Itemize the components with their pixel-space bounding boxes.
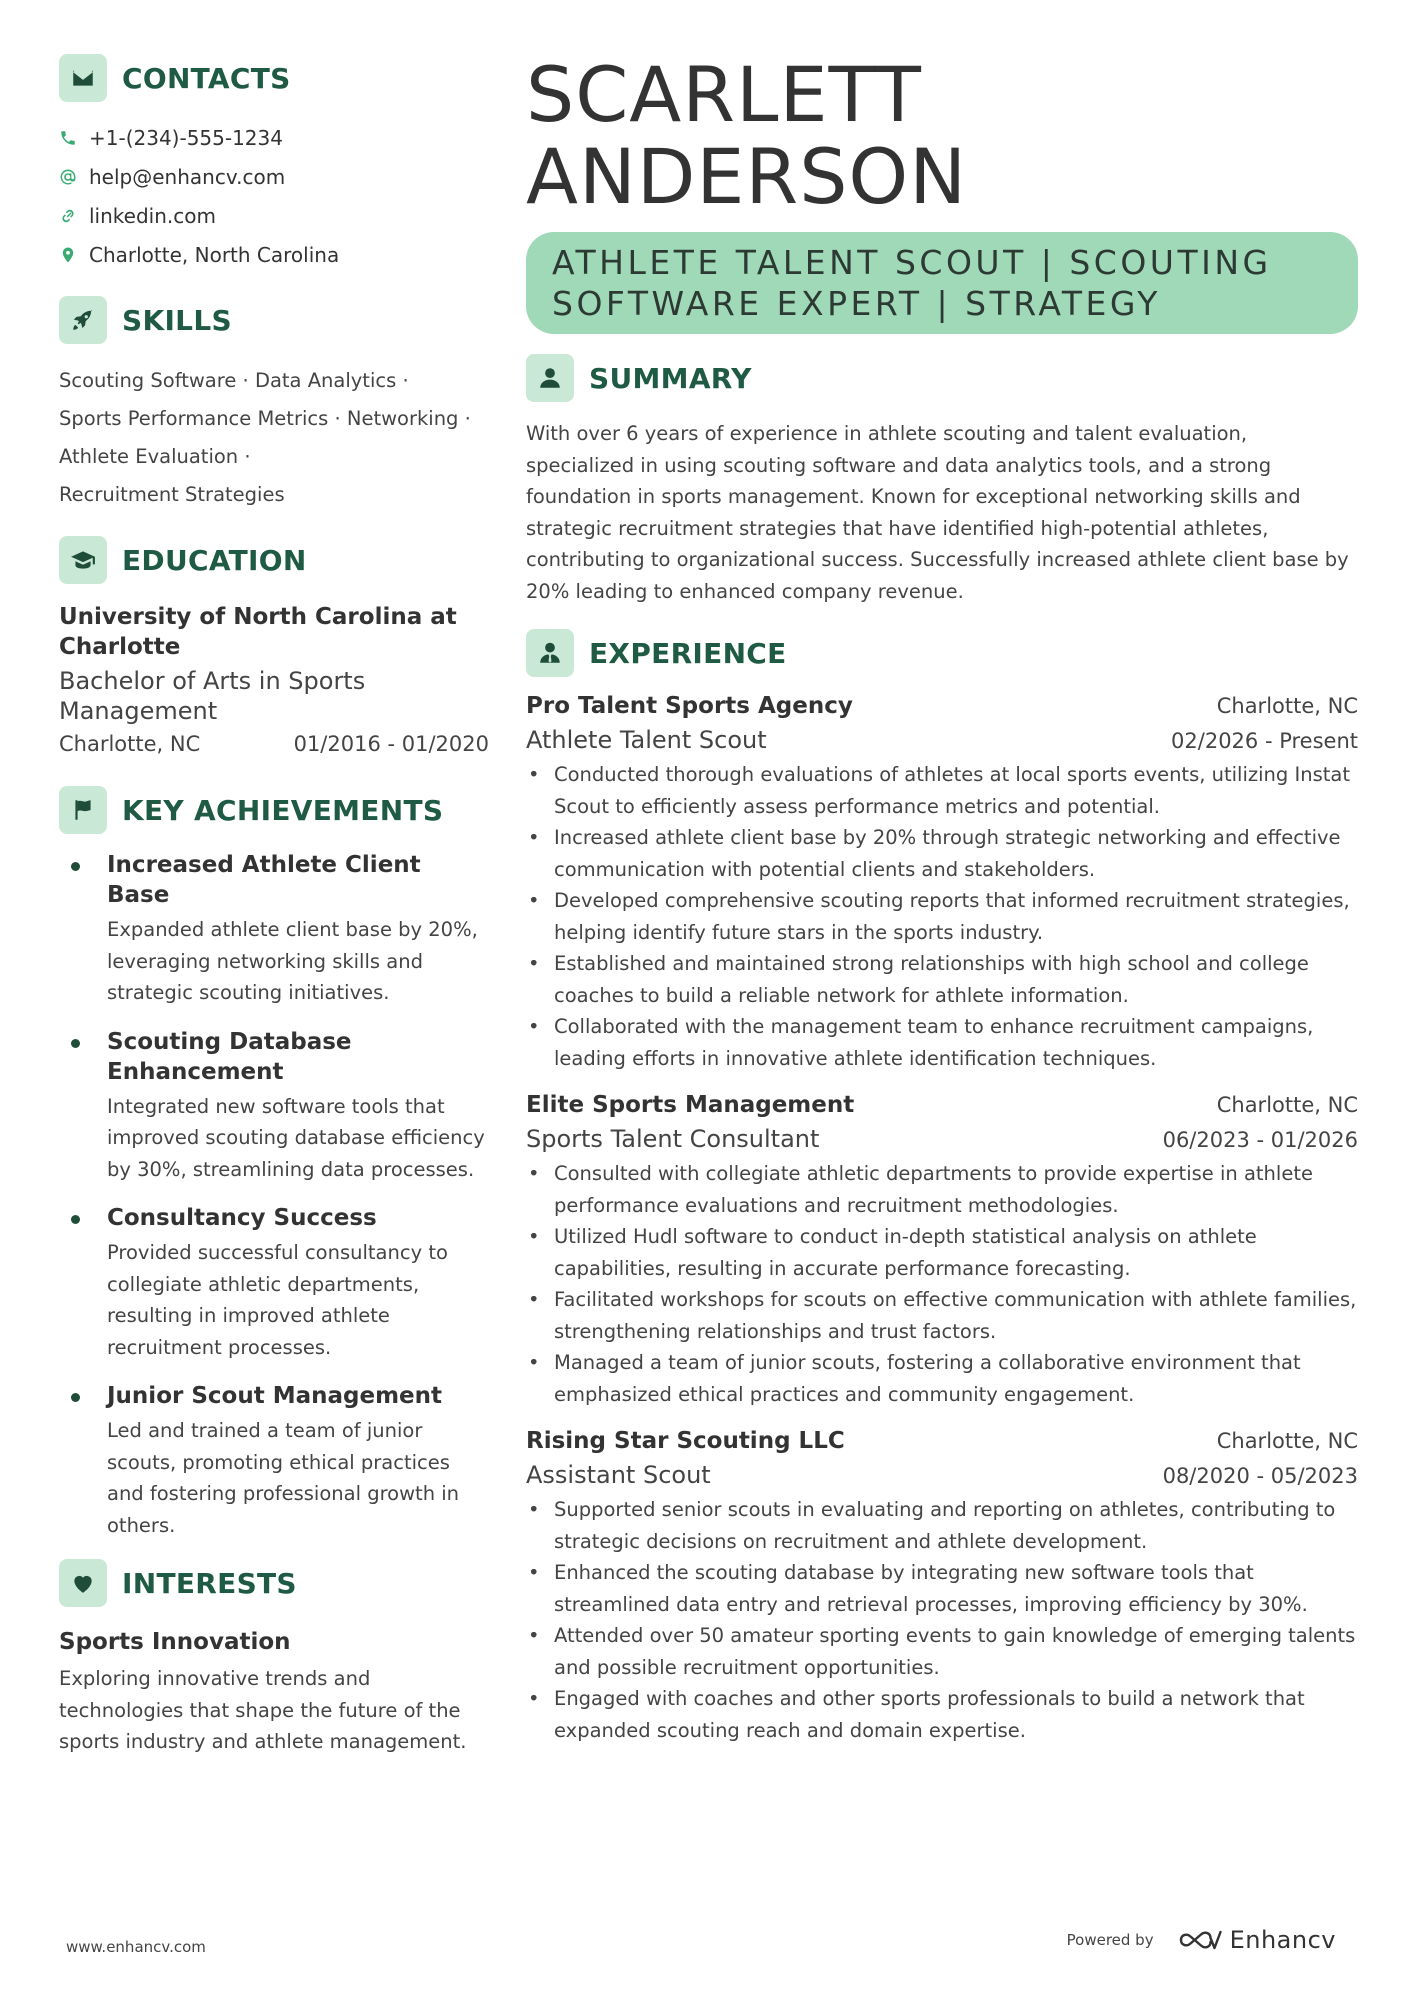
achievement-description: Expanded athlete client base by 20%, leveraging networking skills and strategic scouting initiatives. bbox=[107, 918, 478, 1004]
job-bullet: • Attended over 50 amateur sporting events to gain knowledge of emerging talents and possible recruitment opportunities. bbox=[526, 1620, 1358, 1683]
job-title-line: SOFTWARE EXPERT | STRATEGY bbox=[552, 284, 1161, 323]
job-bullets bbox=[526, 759, 1358, 1074]
bullet-dot-icon bbox=[71, 1039, 80, 1048]
bullet-dot-icon bbox=[71, 1215, 80, 1224]
job-role: Assistant Scout bbox=[526, 1461, 711, 1489]
achievement-title: Scouting Database Enhancement bbox=[107, 1028, 352, 1085]
job-title-banner bbox=[526, 232, 1358, 334]
left-column bbox=[59, 54, 489, 1758]
job-company: Pro Talent Sports Agency bbox=[526, 693, 853, 719]
education-school: University of North Carolina at Charlotte bbox=[59, 604, 457, 660]
job-bullet: • Supported senior scouts in evaluating and reporting on athletes, contributing to strategic decisions on recruitment and athlete development. bbox=[526, 1494, 1358, 1557]
job-bullet: • Utilized Hudl software to conduct in-depth statistical analysis on athlete capabilities, resulting in accurate performance forecasting. bbox=[526, 1221, 1358, 1284]
footer-branding bbox=[1067, 1926, 1336, 1954]
at-sign-icon bbox=[59, 168, 77, 186]
achievement-item bbox=[59, 1381, 489, 1541]
skills-heading: SKILLS bbox=[122, 303, 232, 337]
summary-section-header bbox=[526, 354, 1358, 402]
experience-entry-subheader bbox=[526, 725, 1358, 755]
interests-section-header bbox=[59, 1559, 489, 1607]
first-name: SCARLETT bbox=[526, 50, 922, 139]
skills-line: Athlete Evaluation · bbox=[59, 445, 251, 468]
contact-phone bbox=[59, 118, 489, 157]
education-entry bbox=[59, 602, 489, 760]
experience-entry-subheader bbox=[526, 1124, 1358, 1154]
achievement-description: Integrated new software tools that improved scouting database efficiency by 30%, streamlining data processes. bbox=[107, 1094, 485, 1181]
experience-entry bbox=[526, 1090, 1358, 1410]
experience-entry-header bbox=[526, 691, 1358, 721]
skills-line: Sports Performance Metrics · Networking · bbox=[59, 407, 471, 430]
summary-heading: SUMMARY bbox=[589, 361, 752, 395]
job-location: Charlotte, NC bbox=[1216, 1093, 1358, 1117]
user-tie-icon bbox=[526, 629, 574, 677]
experience-entry-header bbox=[526, 1090, 1358, 1120]
experience-entry bbox=[526, 691, 1358, 1074]
contacts-heading: CONTACTS bbox=[122, 61, 291, 95]
interest-description: Exploring innovative trends and technologies that shape the future of the sports industry and athlete management. bbox=[59, 1667, 467, 1753]
brand-name: Enhancv bbox=[1229, 1926, 1336, 1954]
heart-icon bbox=[59, 1559, 107, 1607]
contact-email bbox=[59, 157, 489, 196]
summary-section bbox=[526, 354, 1358, 607]
user-icon bbox=[526, 354, 574, 402]
bullet-dot-icon bbox=[71, 862, 80, 871]
job-bullet: • Enhanced the scouting database by integrating new software tools that streamlined data entry and retrieval processes, improving efficiency by 30%. bbox=[526, 1557, 1358, 1620]
experience-section-header bbox=[526, 629, 1358, 677]
contacts-list bbox=[59, 118, 489, 274]
contacts-section-header bbox=[59, 54, 489, 102]
achievement-item bbox=[59, 1027, 489, 1186]
job-dates: 02/2026 - Present bbox=[1171, 729, 1358, 753]
job-bullet: • Collaborated with the management team to enhance recruitment campaigns, leading efforts in innovative athlete identification techniques. bbox=[526, 1011, 1358, 1074]
phone-icon bbox=[59, 129, 77, 147]
flag-icon bbox=[59, 786, 107, 834]
brand-logo[interactable] bbox=[1178, 1926, 1336, 1954]
job-bullet: • Managed a team of junior scouts, fostering a collaborative environment that emphasized ethical practices and community engagement. bbox=[526, 1347, 1358, 1410]
job-role: Sports Talent Consultant bbox=[526, 1125, 820, 1153]
contact-phone-text[interactable]: +1-(234)-555-1234 bbox=[89, 125, 283, 150]
job-company: Rising Star Scouting LLC bbox=[526, 1428, 845, 1454]
education-location: Charlotte, NC bbox=[59, 732, 201, 756]
link-icon bbox=[59, 207, 77, 225]
job-role: Athlete Talent Scout bbox=[526, 726, 767, 754]
education-section-header bbox=[59, 536, 489, 584]
skills-section-header bbox=[59, 296, 489, 344]
experience-list bbox=[526, 691, 1358, 1746]
interest-item bbox=[59, 1627, 489, 1758]
graduation-cap-icon bbox=[59, 536, 107, 584]
achievements-heading: KEY ACHIEVEMENTS bbox=[122, 793, 444, 827]
bullet-dot-icon bbox=[71, 1393, 80, 1402]
contact-location bbox=[59, 235, 489, 274]
skills-list bbox=[59, 362, 489, 514]
contact-location-text: Charlotte, North Carolina bbox=[89, 242, 340, 267]
job-bullets bbox=[526, 1158, 1358, 1410]
contact-linkedin-text[interactable]: linkedin.com bbox=[89, 203, 216, 228]
education-heading: EDUCATION bbox=[122, 543, 307, 577]
job-bullet: • Increased athlete client base by 20% through strategic networking and effective communication with potential clients and stakeholders. bbox=[526, 822, 1358, 885]
achievement-description: Led and trained a team of junior scouts, promoting ethical practices and fostering professional growth in others. bbox=[107, 1419, 460, 1537]
interests-heading: INTERESTS bbox=[122, 1566, 297, 1600]
education-degree: Bachelor of Arts in Sports Management bbox=[59, 667, 366, 725]
name-heading bbox=[526, 50, 1358, 221]
job-dates: 08/2020 - 05/2023 bbox=[1162, 1464, 1358, 1488]
footer-website[interactable]: www.enhancv.com bbox=[66, 1938, 206, 1956]
contact-email-text[interactable]: help@enhancv.com bbox=[89, 164, 286, 189]
experience-heading: EXPERIENCE bbox=[589, 636, 787, 670]
summary-text: With over 6 years of experience in athlete scouting and talent evaluation, specialized in using scouting software and data analytics tools, and a strong foundation in sports management. Known for exceptional networking skills and strategic recruitment strategies that have identified high-potential athletes, contributing to organizational success. Successfully increased athlete client base by 20% leading to enhanced company revenue. bbox=[526, 422, 1349, 603]
skills-line: Scouting Software · Data Analytics · bbox=[59, 369, 409, 392]
rocket-icon bbox=[59, 296, 107, 344]
powered-by-text: Powered by bbox=[1066, 1931, 1154, 1949]
achievement-title: Increased Athlete Client Base bbox=[107, 852, 421, 908]
last-name: ANDERSON bbox=[526, 132, 968, 221]
job-bullets bbox=[526, 1494, 1358, 1746]
job-bullet: • Facilitated workshops for scouts on effective communication with athlete families, strengthening relationships and trust factors. bbox=[526, 1284, 1358, 1347]
skills-line: Recruitment Strategies bbox=[59, 483, 285, 506]
achievement-item bbox=[59, 850, 489, 1009]
interest-title: Sports Innovation bbox=[59, 1629, 291, 1655]
achievements-list bbox=[59, 850, 489, 1541]
achievements-section-header bbox=[59, 786, 489, 834]
job-bullet: • Engaged with coaches and other sports professionals to build a network that expanded scouting reach and domain expertise. bbox=[526, 1683, 1358, 1746]
map-pin-icon bbox=[59, 246, 77, 264]
job-bullet: • Established and maintained strong relationships with high school and college coaches to build a reliable network for athlete information. bbox=[526, 948, 1358, 1011]
enhancv-logo-icon bbox=[1178, 1927, 1224, 1953]
experience-entry-subheader bbox=[526, 1460, 1358, 1490]
job-location: Charlotte, NC bbox=[1216, 1429, 1358, 1453]
education-meta bbox=[59, 728, 489, 760]
job-bullet: • Conducted thorough evaluations of athletes at local sports events, utilizing Instat Scout to efficiently assess performance metrics and potential. bbox=[526, 759, 1358, 822]
experience-entry bbox=[526, 1426, 1358, 1746]
achievement-title: Junior Scout Management bbox=[107, 1383, 443, 1409]
right-column bbox=[526, 50, 1358, 1746]
education-dates: 01/2016 - 01/2020 bbox=[293, 732, 489, 756]
job-bullet: • Consulted with collegiate athletic departments to provide expertise in athlete performance evaluations and recruitment methodologies. bbox=[526, 1158, 1358, 1221]
job-title-line: ATHLETE TALENT SCOUT | SCOUTING bbox=[552, 243, 1272, 282]
contact-linkedin bbox=[59, 196, 489, 235]
envelope-icon bbox=[59, 54, 107, 102]
job-location: Charlotte, NC bbox=[1216, 694, 1358, 718]
achievement-item bbox=[59, 1203, 489, 1363]
job-bullet: • Developed comprehensive scouting reports that informed recruitment strategies, helping identify future stars in the sports industry. bbox=[526, 885, 1358, 948]
job-dates: 06/2023 - 01/2026 bbox=[1162, 1128, 1358, 1152]
achievement-description: Provided successful consultancy to collegiate athletic departments, resulting in improved athlete recruitment processes. bbox=[107, 1241, 448, 1359]
achievement-title: Consultancy Success bbox=[107, 1205, 377, 1231]
job-company: Elite Sports Management bbox=[526, 1092, 855, 1118]
experience-entry-header bbox=[526, 1426, 1358, 1456]
experience-section bbox=[526, 629, 1358, 1746]
